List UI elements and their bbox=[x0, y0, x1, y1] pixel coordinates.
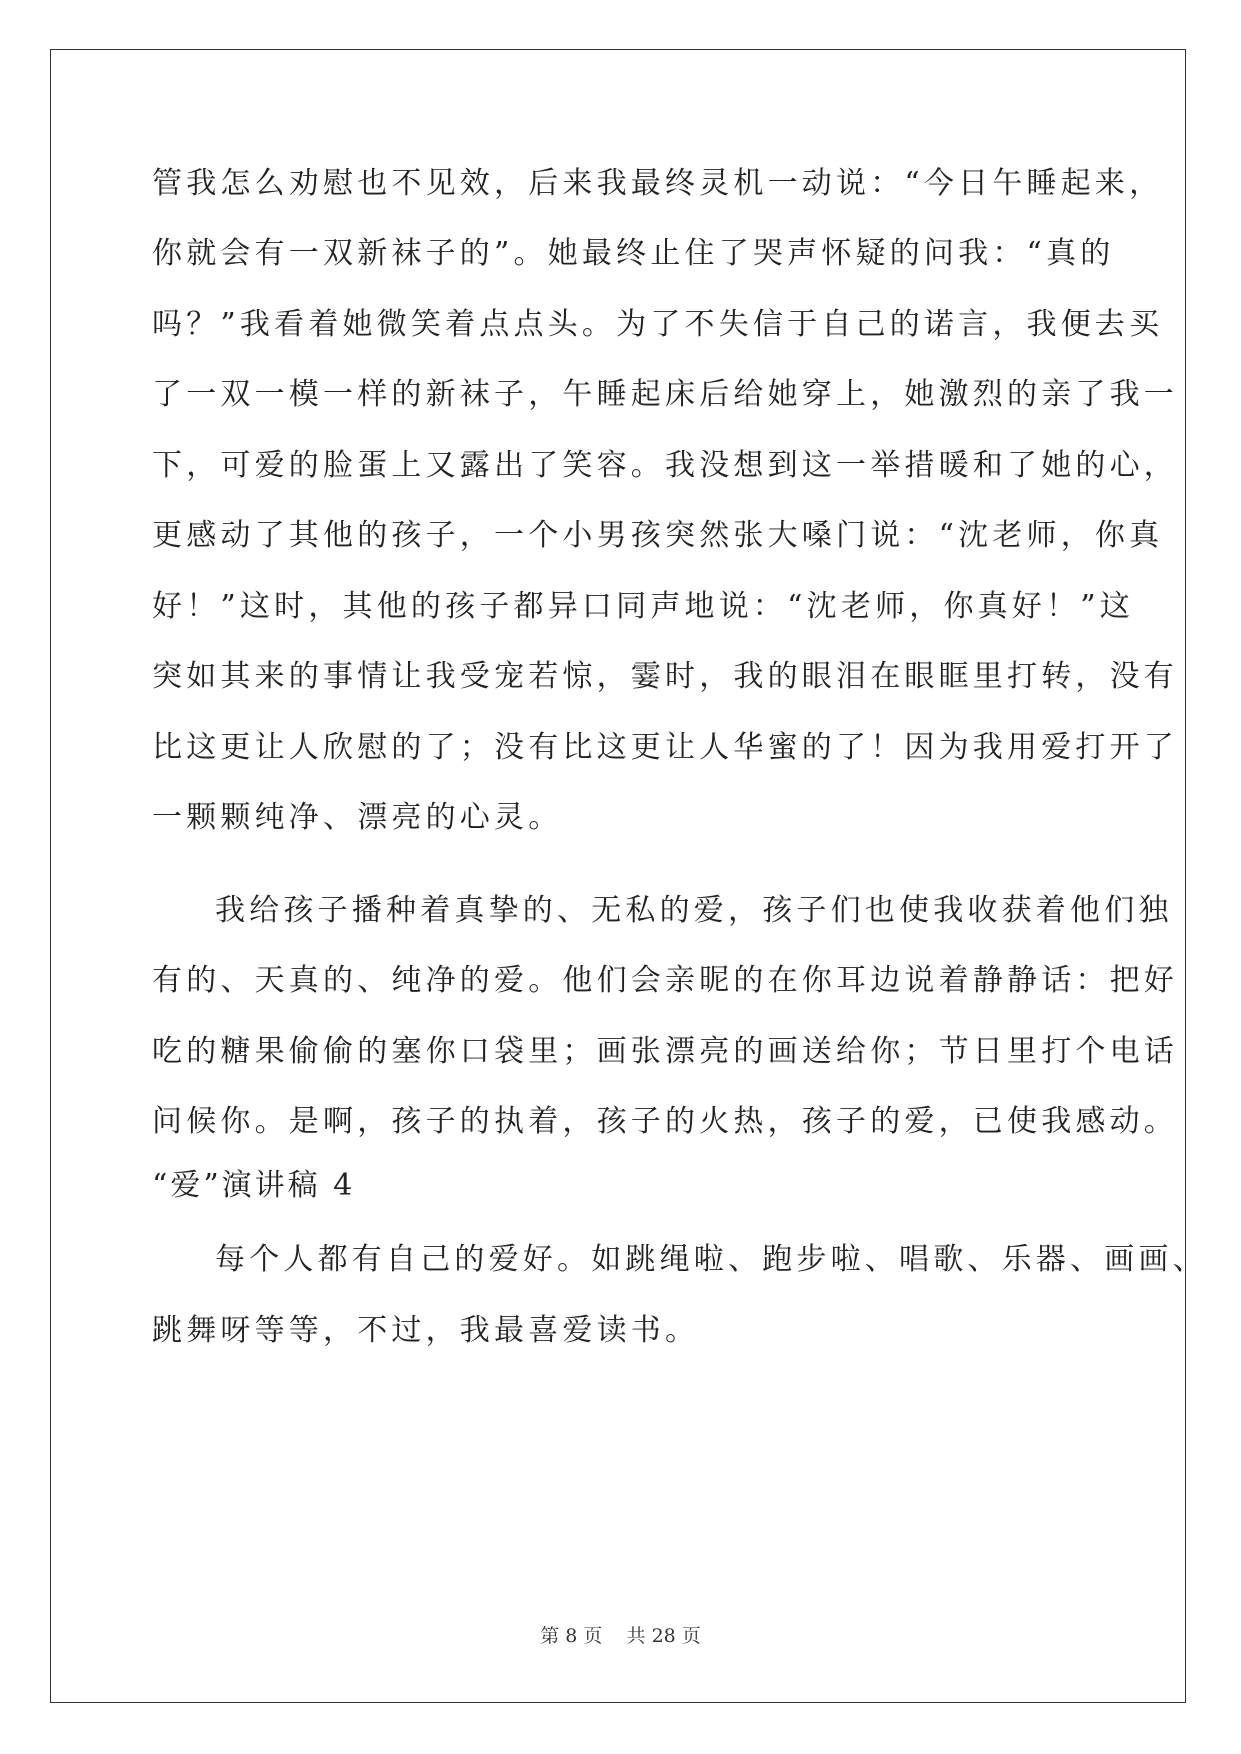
page-footer bbox=[0, 1624, 1241, 1648]
text-line: 你就会有一双新袜子的”。她最终止住了哭声怀疑的问我：“真的 bbox=[152, 236, 1115, 271]
text-line: 跳舞呀等等，不过，我最喜爱读书。 bbox=[152, 1313, 700, 1348]
page-number: 第 8 页 bbox=[540, 1625, 603, 1647]
text-line: 下，可爱的脸蛋上又露出了笑容。我没想到这一举措暖和了她的心， bbox=[152, 448, 1178, 483]
text-line: 了一双一模一样的新袜子，午睡起床后给她穿上，她激烈的亲了我一 bbox=[152, 377, 1178, 412]
text-line: 更感动了其他的孩子，一个小男孩突然张大嗓门说：“沈老师，你真 bbox=[152, 518, 1164, 553]
text-line: 好！”这时，其他的孩子都异口同声地说：“沈老师，你真好！”这 bbox=[152, 589, 1135, 624]
text-line: 比这更让人欣慰的了；没有比这更让人华蜜的了！因为我用爱打开了 bbox=[152, 730, 1178, 765]
text-line: 管我怎么劝慰也不见效，后来我最终灵机一动说：“今日午睡起来， bbox=[152, 166, 1164, 201]
text-line: 有的、天真的、纯净的爱。他们会亲昵的在你耳边说着静静话：把好 bbox=[152, 963, 1178, 998]
text-line: 问候你。是啊，孩子的执着，孩子的火热，孩子的爱，已使我感动。 bbox=[152, 1104, 1178, 1139]
paragraph-first-line: 我给孩子播种着真挚的、无私的爱，孩子们也使我收获着他们独 bbox=[215, 893, 1173, 928]
total-pages: 共 28 页 bbox=[626, 1625, 701, 1647]
text-line: 突如其来的事情让我受宠若惊，霎时，我的眼泪在眼眶里打转，没有 bbox=[152, 659, 1178, 694]
text-line: 吃的糖果偷偷的塞你口袋里；画张漂亮的画送给你；节日里打个电话 bbox=[152, 1034, 1178, 1069]
text-line: 吗？”我看着她微笑着点点头。为了不失信于自己的诺言，我便去买 bbox=[152, 307, 1164, 342]
page-border bbox=[50, 49, 1186, 1703]
section-heading: “爱”演讲稿 4 bbox=[152, 1168, 356, 1203]
text-line: 一颗颗纯净、漂亮的心灵。 bbox=[152, 800, 563, 835]
paragraph-first-line: 每个人都有自己的爱好。如跳绳啦、跑步啦、唱歌、乐器、画画、 bbox=[215, 1242, 1207, 1277]
